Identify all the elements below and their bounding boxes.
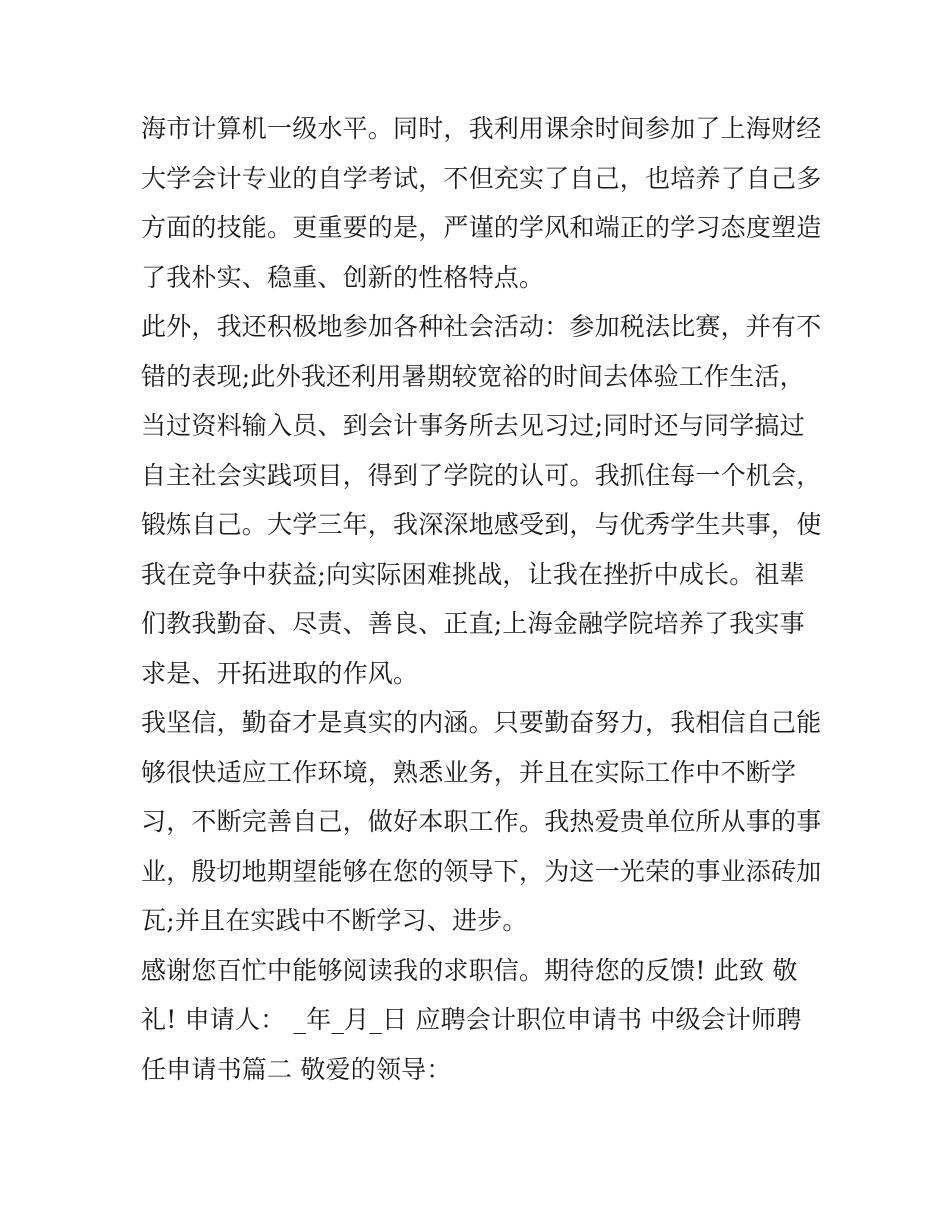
text-line: 够很快适应工作环境，熟悉业务，并且在实际工作中不断学 xyxy=(141,757,797,787)
text-line: 瓦;并且在实践中不断学习、进步。 xyxy=(141,906,528,935)
text-line: 我在竞争中获益;向实际困难挑战，让我在挫折中成长。祖辈 xyxy=(141,559,805,589)
text-line: 礼! 申请人： _年_月_日 应聘会计职位申请书 中级会计师聘 xyxy=(141,1005,802,1034)
document-body xyxy=(141,104,821,1094)
text-line: 我坚信，勤奋才是真实的内涵。只要勤奋努力，我相信自己能 xyxy=(141,708,822,737)
text-line: 此外，我还积极地参加各种社会活动：参加税法比赛，并有不 xyxy=(141,312,822,341)
text-line: 当过资料输入员、到会计事务所去见习过;同时还与同学搞过 xyxy=(141,411,805,440)
text-line: 大学会计专业的自学考试，不但充实了自己，也培养了自己多 xyxy=(141,163,822,193)
text-line: 感谢您百忙中能够阅读我的求职信。期待您的反馈! 此致 敬 xyxy=(141,955,798,985)
text-line: 自主社会实践项目，得到了学院的认可。我抓住每一个机会， xyxy=(141,460,822,490)
text-line: 错的表现;此外我还利用暑期较宽裕的时间去体验工作生活， xyxy=(141,361,805,391)
text-line: 了我朴实、稳重、创新的性格特点。 xyxy=(141,262,545,292)
text-line: 任申请书篇二 敬爱的领导： xyxy=(141,1054,452,1084)
text-line: 习，不断完善自己，做好本职工作。我热爱贵单位所从事的事 xyxy=(141,807,822,836)
text-line: 锻炼自己。大学三年，我深深地感受到，与优秀学生共事，使 xyxy=(141,510,822,539)
text-line: 求是、开拓进取的作风。 xyxy=(141,658,419,688)
text-line: 海市计算机一级水平。同时，我利用课余时间参加了上海财经 xyxy=(141,114,822,143)
text-line: 业，殷切地期望能够在您的领导下，为这一光荣的事业添砖加 xyxy=(141,856,822,886)
text-line: 们教我勤奋、尽责、善良、正直;上海金融学院培养了我实事 xyxy=(141,609,805,638)
text-line: 方面的技能。更重要的是，严谨的学风和端正的学习态度塑造 xyxy=(141,213,822,242)
